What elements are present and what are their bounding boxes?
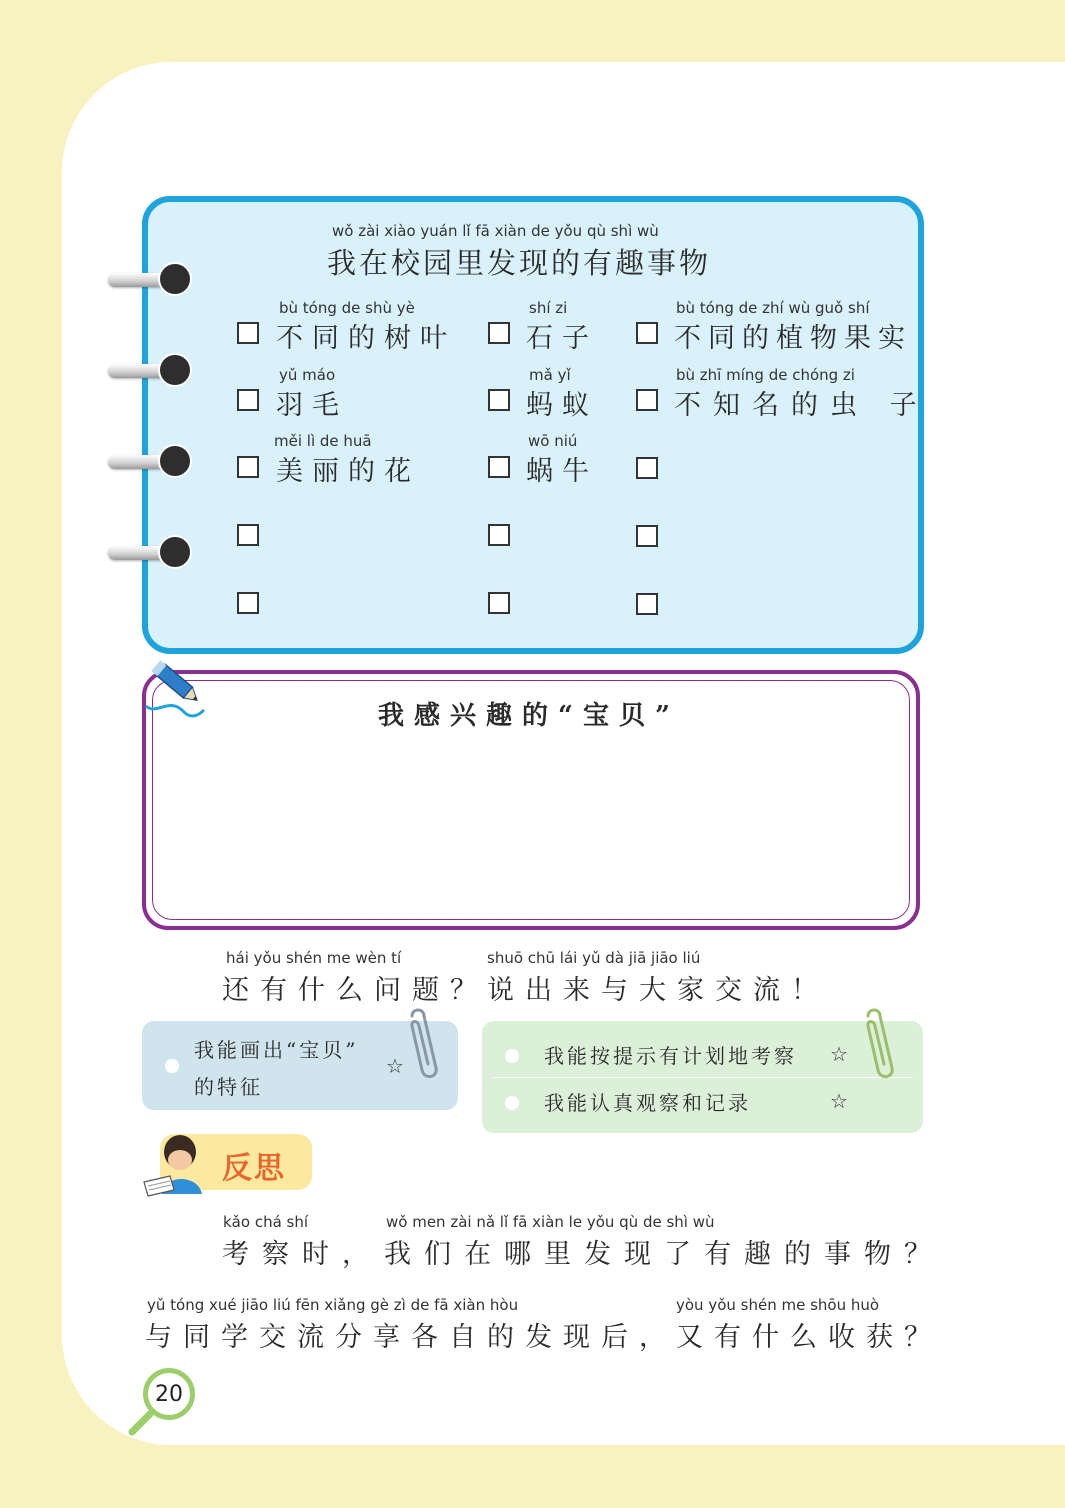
item-label: 蜗牛 — [526, 456, 598, 487]
item-checkbox[interactable] — [636, 322, 658, 344]
item-checkbox[interactable] — [237, 389, 259, 411]
binder-ring — [108, 353, 192, 389]
reflection-pinyin: kǎo chá shí — [223, 1213, 309, 1231]
question-pinyin: hái yǒu shén me wèn tí — [226, 949, 402, 967]
reflection-question: 又有什么收获？ — [676, 1322, 942, 1353]
reflection-pinyin: wǒ men zài nǎ lǐ fā xiàn le yǒu qù de shì wù — [386, 1213, 715, 1231]
item-label: 石子 — [526, 323, 598, 354]
item-pinyin: bù tóng de shù yè — [279, 299, 415, 317]
criteria-text: 的特征 — [194, 1075, 263, 1099]
item-checkbox[interactable] — [237, 322, 259, 344]
bullet-dot — [505, 1049, 519, 1063]
criteria-text: 我能认真观察和记录 — [544, 1091, 751, 1115]
item-checkbox-empty[interactable] — [237, 524, 259, 546]
item-label: 蚂蚁 — [526, 390, 598, 421]
reflection-label: 反思 — [222, 1151, 286, 1186]
item-label: 不知名的虫 子 — [674, 390, 929, 421]
paperclip-icon — [402, 1008, 442, 1080]
question-text: 还有什么问题？ — [222, 975, 488, 1006]
reflection-pinyin: yǔ tóng xué jiāo liú fēn xiǎng gè zì de fā xiàn hòu — [147, 1296, 519, 1314]
notebook-title-pinyin: wǒ zài xiào yuán lǐ fā xiàn de yǒu qù shì wù — [332, 222, 659, 240]
item-pinyin: shí zi — [529, 299, 568, 317]
item-checkbox-empty[interactable] — [636, 593, 658, 615]
reflection-pinyin: yòu yǒu shén me shōu huò — [676, 1296, 880, 1314]
item-label: 不同的树叶 — [276, 323, 456, 354]
criteria-card-right — [482, 1021, 923, 1133]
binder-ring — [108, 262, 192, 298]
item-pinyin: bù zhī míng de chóng zi — [676, 366, 855, 384]
item-checkbox-empty[interactable] — [636, 525, 658, 547]
item-checkbox-empty[interactable] — [237, 592, 259, 614]
item-pinyin: měi lì de huā — [274, 432, 372, 450]
star-icon[interactable]: ☆ — [830, 1042, 848, 1066]
item-checkbox-empty[interactable] — [636, 457, 658, 479]
item-checkbox-empty[interactable] — [488, 592, 510, 614]
item-label: 不同的植物果实 — [674, 323, 912, 354]
reflection-question: 考察时， — [222, 1239, 382, 1270]
paperclip-icon — [858, 1008, 898, 1080]
question-pinyin: shuō chū lái yǔ dà jiā jiāo liú — [487, 949, 701, 967]
star-icon[interactable]: ☆ — [386, 1054, 404, 1078]
item-checkbox[interactable] — [488, 389, 510, 411]
reflection-question: 我们在哪里发现了有趣的事物？ — [384, 1239, 944, 1270]
criteria-text: 我能按提示有计划地考察 — [544, 1044, 797, 1068]
bullet-dot — [505, 1096, 519, 1110]
item-pinyin: bù tóng de zhí wù guǒ shí — [676, 299, 870, 317]
treasure-title: 我感兴趣的“宝贝” — [378, 701, 680, 731]
reading-child-icon — [140, 1130, 212, 1198]
item-label: 美丽的花 — [276, 456, 420, 487]
binder-ring — [108, 535, 192, 571]
item-pinyin: yǔ máo — [279, 366, 336, 384]
criteria-text: 我能画出“宝贝” — [194, 1038, 359, 1062]
item-checkbox-empty[interactable] — [488, 524, 510, 546]
item-checkbox[interactable] — [237, 456, 259, 478]
bullet-dot — [165, 1059, 179, 1073]
item-checkbox[interactable] — [488, 322, 510, 344]
item-label: 羽毛 — [276, 390, 348, 421]
item-checkbox[interactable] — [636, 389, 658, 411]
item-checkbox[interactable] — [488, 456, 510, 478]
star-icon[interactable]: ☆ — [830, 1089, 848, 1113]
notebook-title: 我在校园里发现的有趣事物 — [327, 246, 712, 280]
item-pinyin: wō niú — [528, 432, 578, 450]
reflection-question: 与同学交流分享各自的发现后， — [145, 1322, 677, 1353]
question-text: 说出来与大家交流！ — [487, 975, 829, 1006]
pencil-icon — [140, 656, 206, 722]
item-pinyin: mǎ yǐ — [529, 366, 571, 384]
binder-ring — [108, 444, 192, 480]
page-number: 20 — [143, 1368, 195, 1420]
